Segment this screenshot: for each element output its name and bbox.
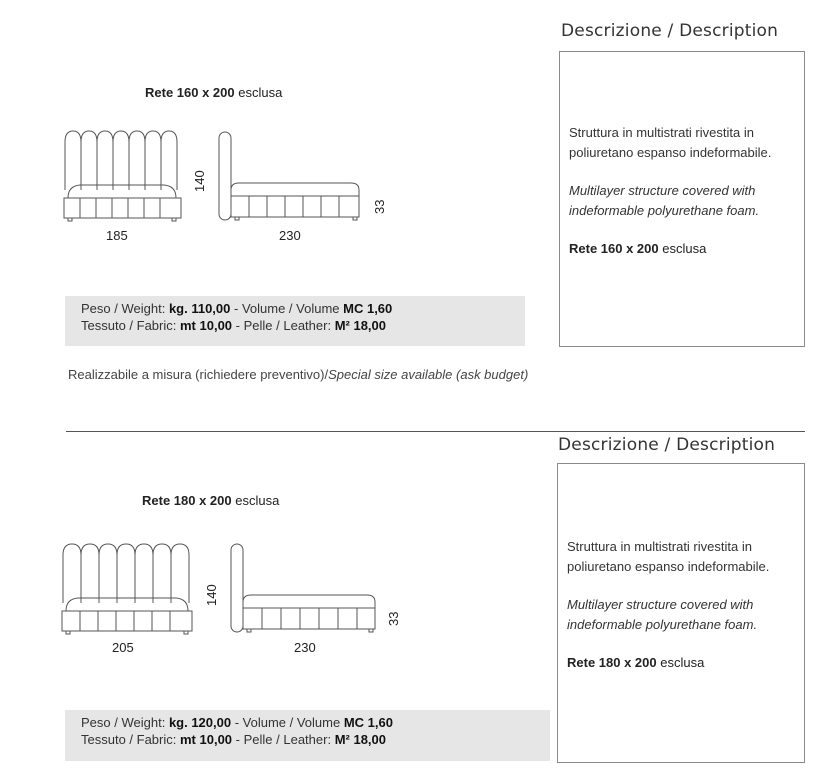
side-length-label: 230 xyxy=(294,640,316,655)
side-length-label: 230 xyxy=(279,228,301,243)
rete-caption: Rete 160 x 200 esclusa xyxy=(145,85,283,100)
weight-volume-line: Peso / Weight: kg. 120,00 - Volume / Volume MC 1,60 xyxy=(81,715,393,730)
height-label: 140 xyxy=(192,170,207,192)
rete-caption: Rete 180 x 200 esclusa xyxy=(142,493,280,508)
fabric-leather-line: Tessuto / Fabric: mt 10,00 - Pelle / Leather: M² 18,00 xyxy=(81,318,386,333)
bed-front-view-drawing xyxy=(58,541,198,636)
bed-side-view-drawing xyxy=(215,130,365,222)
front-width-label: 185 xyxy=(106,228,128,243)
fabric-leather-line: Tessuto / Fabric: mt 10,00 - Pelle / Leather: M² 18,00 xyxy=(81,732,386,747)
custom-size-note: Realizzabile a misura (richiedere preventivo)/Special size available (ask budget) xyxy=(68,367,529,382)
description-italian: Struttura in multistrati rivestita in poliuretano espanso indeformabile. xyxy=(569,125,772,160)
section-divider xyxy=(66,431,805,432)
description-box xyxy=(557,463,805,763)
bed-side-view-drawing xyxy=(227,542,382,634)
specs-box xyxy=(65,710,550,761)
description-box xyxy=(559,51,805,347)
bed-height-label: 33 xyxy=(386,611,401,626)
description-rete-note: Rete 180 x 200 esclusa xyxy=(567,655,705,670)
description-rete-note: Rete 160 x 200 esclusa xyxy=(569,241,707,256)
bed-height-label: 33 xyxy=(372,199,387,214)
description-english: Multilayer structure covered with indeformable polyurethane foam. xyxy=(567,597,758,632)
description-title: Descrizione / Description xyxy=(561,21,779,41)
description-title: Descrizione / Description xyxy=(558,435,776,455)
description-english: Multilayer structure covered with indeformable polyurethane foam. xyxy=(569,183,760,218)
height-label: 140 xyxy=(204,584,219,606)
description-italian: Struttura in multistrati rivestita in poliuretano espanso indeformabile. xyxy=(567,539,770,574)
front-width-label: 205 xyxy=(112,640,134,655)
specs-box xyxy=(65,296,525,346)
bed-front-view-drawing xyxy=(60,128,190,223)
weight-volume-line: Peso / Weight: kg. 110,00 - Volume / Volume MC 1,60 xyxy=(81,301,393,316)
